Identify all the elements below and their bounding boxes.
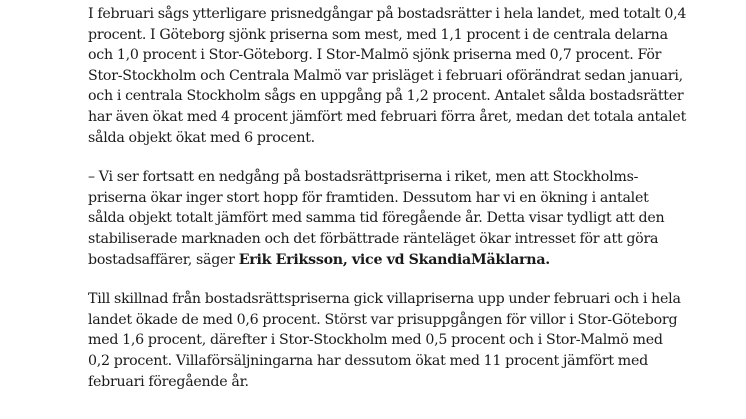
- quote-text: – Vi ser fortsatt en nedgång på bostadsrättpriserna i riket, men att Stockholms- priserna ökar inger stort hopp för framtiden. Dessutom har vi en ökning i antalet sålda objekt totalt jämfört med samma tid föregående år. Detta visar tydligt att den stabiliserade marknaden och det förbättrade ränteläget ökar intresset för att göra bostadsaffärer, säger: [88, 169, 665, 268]
- paragraph-villa-prices: Till skillnad från bostadsrättspriserna gick villapriserna upp under februari och i hela landet ökade de med 0,6 procent. Störst var prisuppgången för villor i Stor-Göteborg med 1,6 procent, därefter i Stor-Stockholm med 0,5 procent och i Stor-Malmö med 0,2 procent. Villaförsäljningarna har dessutom ökat med 11 procent jämfört med februari föregående år.: [88, 291, 681, 390]
- quote-speaker: Erik Eriksson, vice vd SkandiaMäklarna.: [238, 251, 550, 268]
- article-body: [88, 4, 700, 392]
- paragraph-quote: [88, 167, 700, 270]
- paragraph-apartment-prices: I februari sågs ytterligare prisnedgångar på bostadsrätter i hela landet, med totalt 0,4 procent. I Göteborg sjönk priserna som mest, med 1,1 procent i de centrala delarna och 1,0 procent i Stor-Göteborg. I Stor-Malmö sjönk priserna med 0,7 procent. För Stor-Stockholm och Centrala Malmö var prisläget i februari oförändrat sedan januari, och i centrala Stockholm sågs en uppgång på 1,2 procent. Antalet sålda bostadsrätter har även ökat med 4 procent jämfört med februari förra året, medan det totala antalet sålda objekt ökat med 6 procent.: [88, 6, 687, 146]
